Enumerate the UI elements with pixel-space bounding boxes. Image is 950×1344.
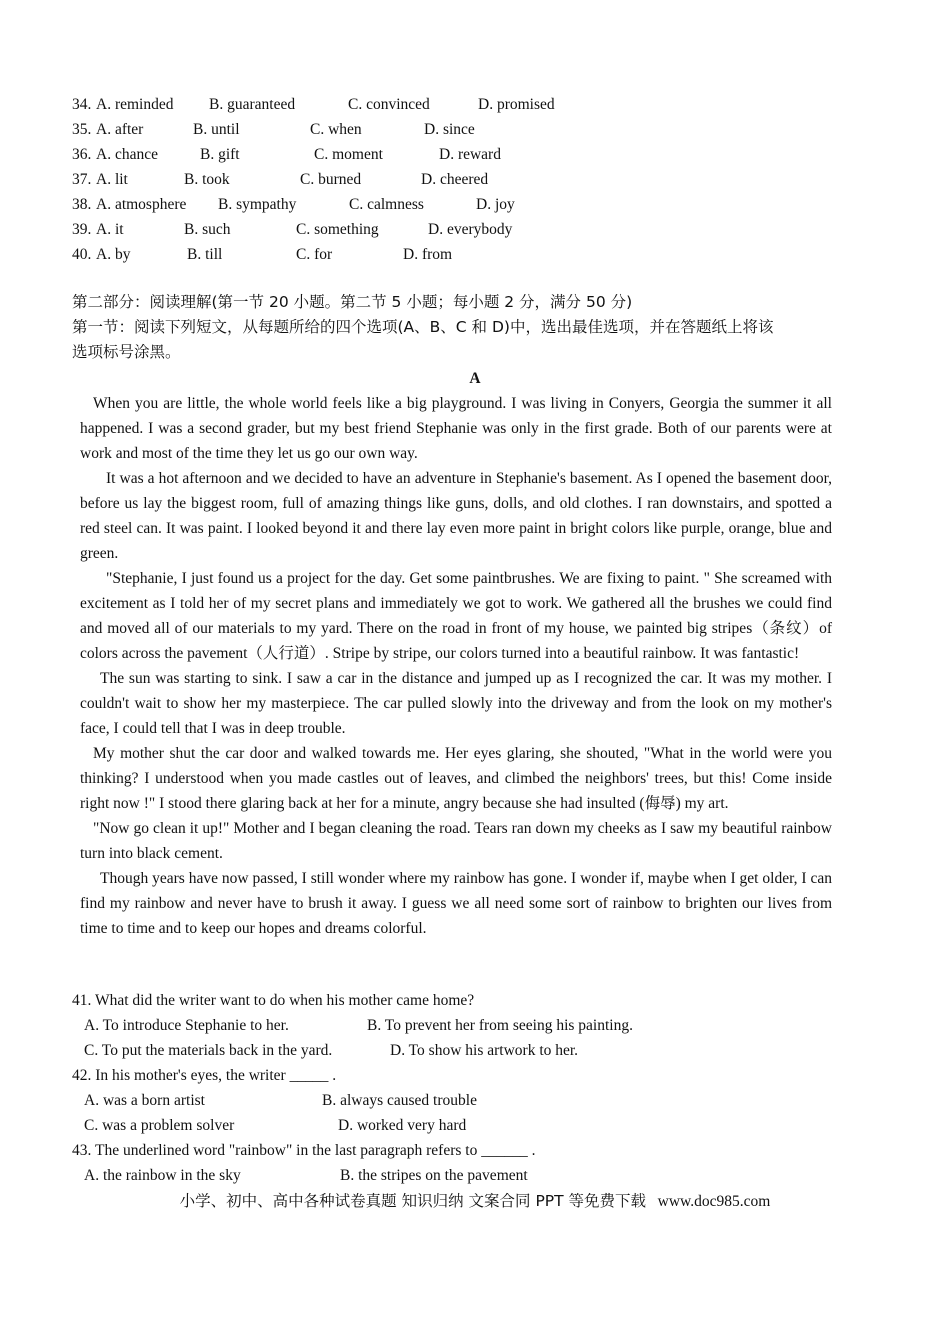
option-d: D. joy: [476, 196, 515, 213]
instruction-line-2: 选项标号涂黑。: [72, 343, 181, 361]
question-41: 41. What did the writer want to do when his mother came home?: [72, 992, 475, 1009]
reading-passage: [80, 391, 832, 941]
option-d: D. reward: [439, 146, 501, 163]
option-b: B. guaranteed: [209, 96, 296, 113]
question-42-choices-cd: [72, 1113, 852, 1138]
choice-41d: D. To show his artwork to her.: [390, 1042, 579, 1059]
option-d: D. from: [403, 246, 453, 263]
underlined-word: rainbow: [453, 870, 505, 887]
instruction-line-1: 第一节：阅读下列短文，从每题所给的四个选项(A、B、C 和 D)中，选出最佳选项，并在答题纸上将该: [72, 318, 774, 336]
choice-42d: D. worked very hard: [338, 1117, 467, 1134]
paragraph-7-start: Though years have now passed, I still wonder where my: [100, 870, 454, 887]
choice-41b: B. To prevent her from seeing his painting.: [367, 1017, 633, 1034]
question-42-choices-ab: [72, 1088, 852, 1113]
option-number: 37.: [72, 171, 92, 188]
option-d: D. cheered: [421, 171, 489, 188]
option-b: B. until: [193, 121, 240, 138]
paragraph-6: "Now go clean it up!" Mother and I began cleaning the road. Tears ran down my cheeks as I saw my beautiful rainbow turn into black cement.: [80, 820, 832, 862]
questions: [72, 988, 852, 1188]
question-42: 42. In his mother's eyes, the writer _____ .: [72, 1067, 337, 1084]
question-41-choices-ab: [72, 1013, 852, 1038]
choice-42c: C. was a problem solver: [84, 1117, 235, 1134]
option-b: B. till: [187, 246, 223, 263]
option-a: A. lit: [96, 171, 128, 188]
option-d: D. promised: [478, 96, 555, 113]
choice-42b: B. always caused trouble: [322, 1092, 477, 1109]
option-d: D. everybody: [428, 221, 513, 238]
option-a: A. chance: [96, 146, 158, 163]
footer-url[interactable]: www.doc985.com: [657, 1193, 771, 1210]
choice-41a: A. To introduce Stephanie to her.: [84, 1017, 289, 1034]
section-header: [72, 290, 862, 365]
paragraph-3: "Stephanie, I just found us a project for the day. Get some paintbrushes. We are fixing to paint. " She screamed with excitement as I told her of my secret plans and immediately we got to work. We gathered all the brushes we could find and moved all of our materials to my yard. There on the road in front of my house, we painted big stripes（条纹）of colors across the pavement（人行道）. Stripe by stripe, our colors turned into a beautiful rainbow. It was fantastic!: [80, 570, 832, 662]
option-a: A. atmosphere: [96, 196, 187, 213]
passage-title: A: [469, 370, 481, 387]
paragraph-5: My mother shut the car door and walked towards me. Her eyes glaring, she shouted, "What in the world were you thinking? I understood when you made castles out of leaves, and climbed the neighbors' trees, but this! Come inside right now !" I stood there glaring back at her for a minute, angry because she had insulted (侮辱) my art.: [80, 745, 832, 812]
choice-43a: A. the rainbow in the sky: [84, 1167, 241, 1184]
option-number: 39.: [72, 221, 92, 238]
option-b: B. sympathy: [218, 196, 297, 213]
option-b: B. gift: [200, 146, 240, 163]
option-a: A. after: [96, 121, 144, 138]
option-b: B. such: [184, 221, 231, 238]
option-a: A. reminded: [96, 96, 174, 113]
option-c: C. moment: [314, 146, 383, 163]
paragraph-7-end: has gone. I wonder if, maybe when I get older, I can find my rainbow and never have to brush it away. I guess we all need some sort of rainbow to brighten our lives from time to time and to keep our hopes and dreams colorful.: [80, 870, 832, 937]
paragraph-1: When you are little, the whole world feels like a big playground. I was living in Conyers, Georgia the summer it all happened. I was a second grader, but my best friend Stephanie was only in the first grade. Both of our parents were at work and most of the time they let us go our own way.: [80, 395, 832, 462]
option-c: C. for: [296, 246, 333, 263]
question-41-choices-cd: [72, 1038, 852, 1063]
choice-43b: B. the stripes on the pavement: [340, 1167, 528, 1184]
option-c: C. something: [296, 221, 379, 238]
question-43-choices-ab: [72, 1163, 852, 1188]
option-number: 34.: [72, 96, 92, 113]
choice-41c: C. To put the materials back in the yard.: [84, 1042, 333, 1059]
option-d: D. since: [424, 121, 475, 138]
page-footer: [0, 1189, 950, 1214]
question-43: 43. The underlined word "rainbow" in the last paragraph refers to ______ .: [72, 1142, 536, 1159]
option-c: C. when: [310, 121, 362, 138]
part-title: 第二部分：阅读理解(第一节 20 小题。第二节 5 小题；每小题 2 分，满分 50 分): [72, 293, 633, 311]
option-c: C. calmness: [349, 196, 424, 213]
footer-text: 小学、初中、高中各种试卷真题 知识归纳 文案合同 PPT 等免费下载: [179, 1192, 647, 1210]
option-number: 38.: [72, 196, 92, 213]
choice-42a: A. was a born artist: [84, 1092, 205, 1109]
paragraph-4: The sun was starting to sink. I saw a car in the distance and jumped up as I recognized the car. It was my mother. I couldn't wait to show her my masterpiece. The car pulled slowly into the driveway and from the look on my mother's face, I could tell that I was in deep trouble.: [80, 670, 832, 737]
option-number: 40.: [72, 246, 92, 263]
option-c: C. burned: [300, 171, 362, 188]
paragraph-7: [80, 866, 832, 941]
option-number: 35.: [72, 121, 92, 138]
option-number: 36.: [72, 146, 92, 163]
option-b: B. took: [184, 171, 230, 188]
option-c: C. convinced: [348, 96, 430, 113]
option-a: A. by: [96, 246, 131, 263]
option-a: A. it: [96, 221, 124, 238]
paragraph-2: It was a hot afternoon and we decided to have an adventure in Stephanie's basement. As I opened the basement door, before us lay the biggest room, full of amazing things like guns, dolls, and old clothes. I ran downstairs, and spotted a red steel can. It was paint. I looked beyond it and there lay even more paint in bright colors like purple, orange, blue and green.: [80, 470, 832, 562]
